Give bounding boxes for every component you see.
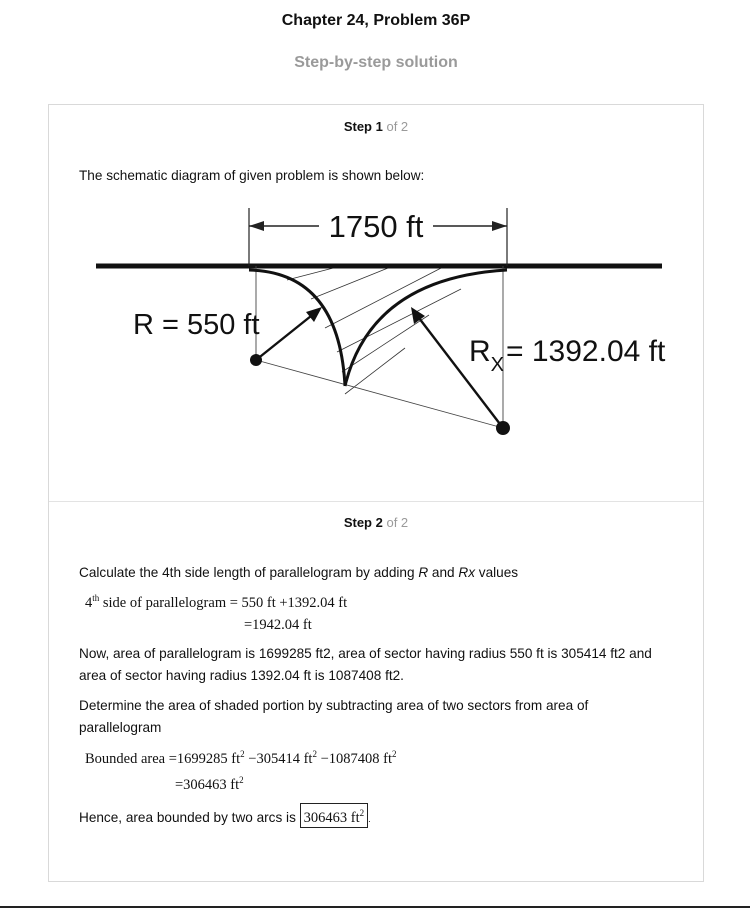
- equation-bounded-area-line-2: =306463 $ft^2$: [175, 775, 244, 793]
- equation-bounded-area-line-1: Bounded area =1699285 $ft^2 -305414$ $ft^2 -1087408$ $ft^2$: [85, 749, 397, 767]
- dimension-arrow-left: [249, 221, 264, 231]
- page-title: Chapter 24, Problem 36P: [281, 12, 471, 29]
- rx-symbol: R: [469, 335, 491, 368]
- rx-label: [469, 335, 666, 376]
- step-1-intro: The schematic diagram of given problem is shown below:: [79, 168, 425, 183]
- r-radius-arrow: [256, 316, 311, 360]
- step-2-paragraph-2: Now, area of parallelogram is 1699285 ft2, area of sector having radius 550 ft is 305414 ft2 and area of sector having radius 1392.04 ft is 1087408 ft2.: [79, 646, 652, 683]
- final-answer-box: 306463 $ft^2$: [300, 803, 368, 828]
- page-subtitle: Step-by-step solution: [294, 54, 458, 71]
- equation-4th-side-line-1: 4th side of parallelogram = 550 ft +1392.04 ft: [85, 593, 348, 611]
- step-1-of: of 2: [386, 119, 409, 134]
- width-label: 1750 ft: [328, 209, 424, 244]
- r-center-point: [250, 354, 262, 366]
- r-label: R = 550 ft: [133, 309, 260, 341]
- step-1-header: [49, 119, 703, 134]
- step-2-header: [49, 515, 703, 530]
- solution-card: [48, 104, 704, 882]
- step-2-paragraph-3: Determine the area of shaded portion by subtracting area of two sectors from area of parallelogram: [79, 698, 589, 735]
- schematic-diagram: [49, 200, 703, 500]
- equation-4th-side-line-2: =1942.04 ft: [244, 617, 312, 633]
- r-arrowhead: [306, 307, 322, 322]
- step-2-of: of 2: [386, 515, 409, 530]
- parallelogram-bottom-side: [256, 360, 503, 428]
- rx-subscript: X: [490, 354, 505, 376]
- step-divider: [49, 501, 703, 502]
- step-2-label: Step 2: [343, 515, 383, 530]
- rx-value: = 1392.04 ft: [506, 335, 666, 368]
- step-1-label: Step 1: [343, 119, 383, 134]
- dimension-arrow-right: [492, 221, 507, 231]
- rx-center-point: [496, 421, 510, 435]
- step-2-paragraph-1: Calculate the 4th side length of parallelogram by adding R and Rx values: [79, 565, 519, 580]
- final-answer-line: Hence, area bounded by two arcs is 306463 $ft^2$.: [79, 803, 669, 830]
